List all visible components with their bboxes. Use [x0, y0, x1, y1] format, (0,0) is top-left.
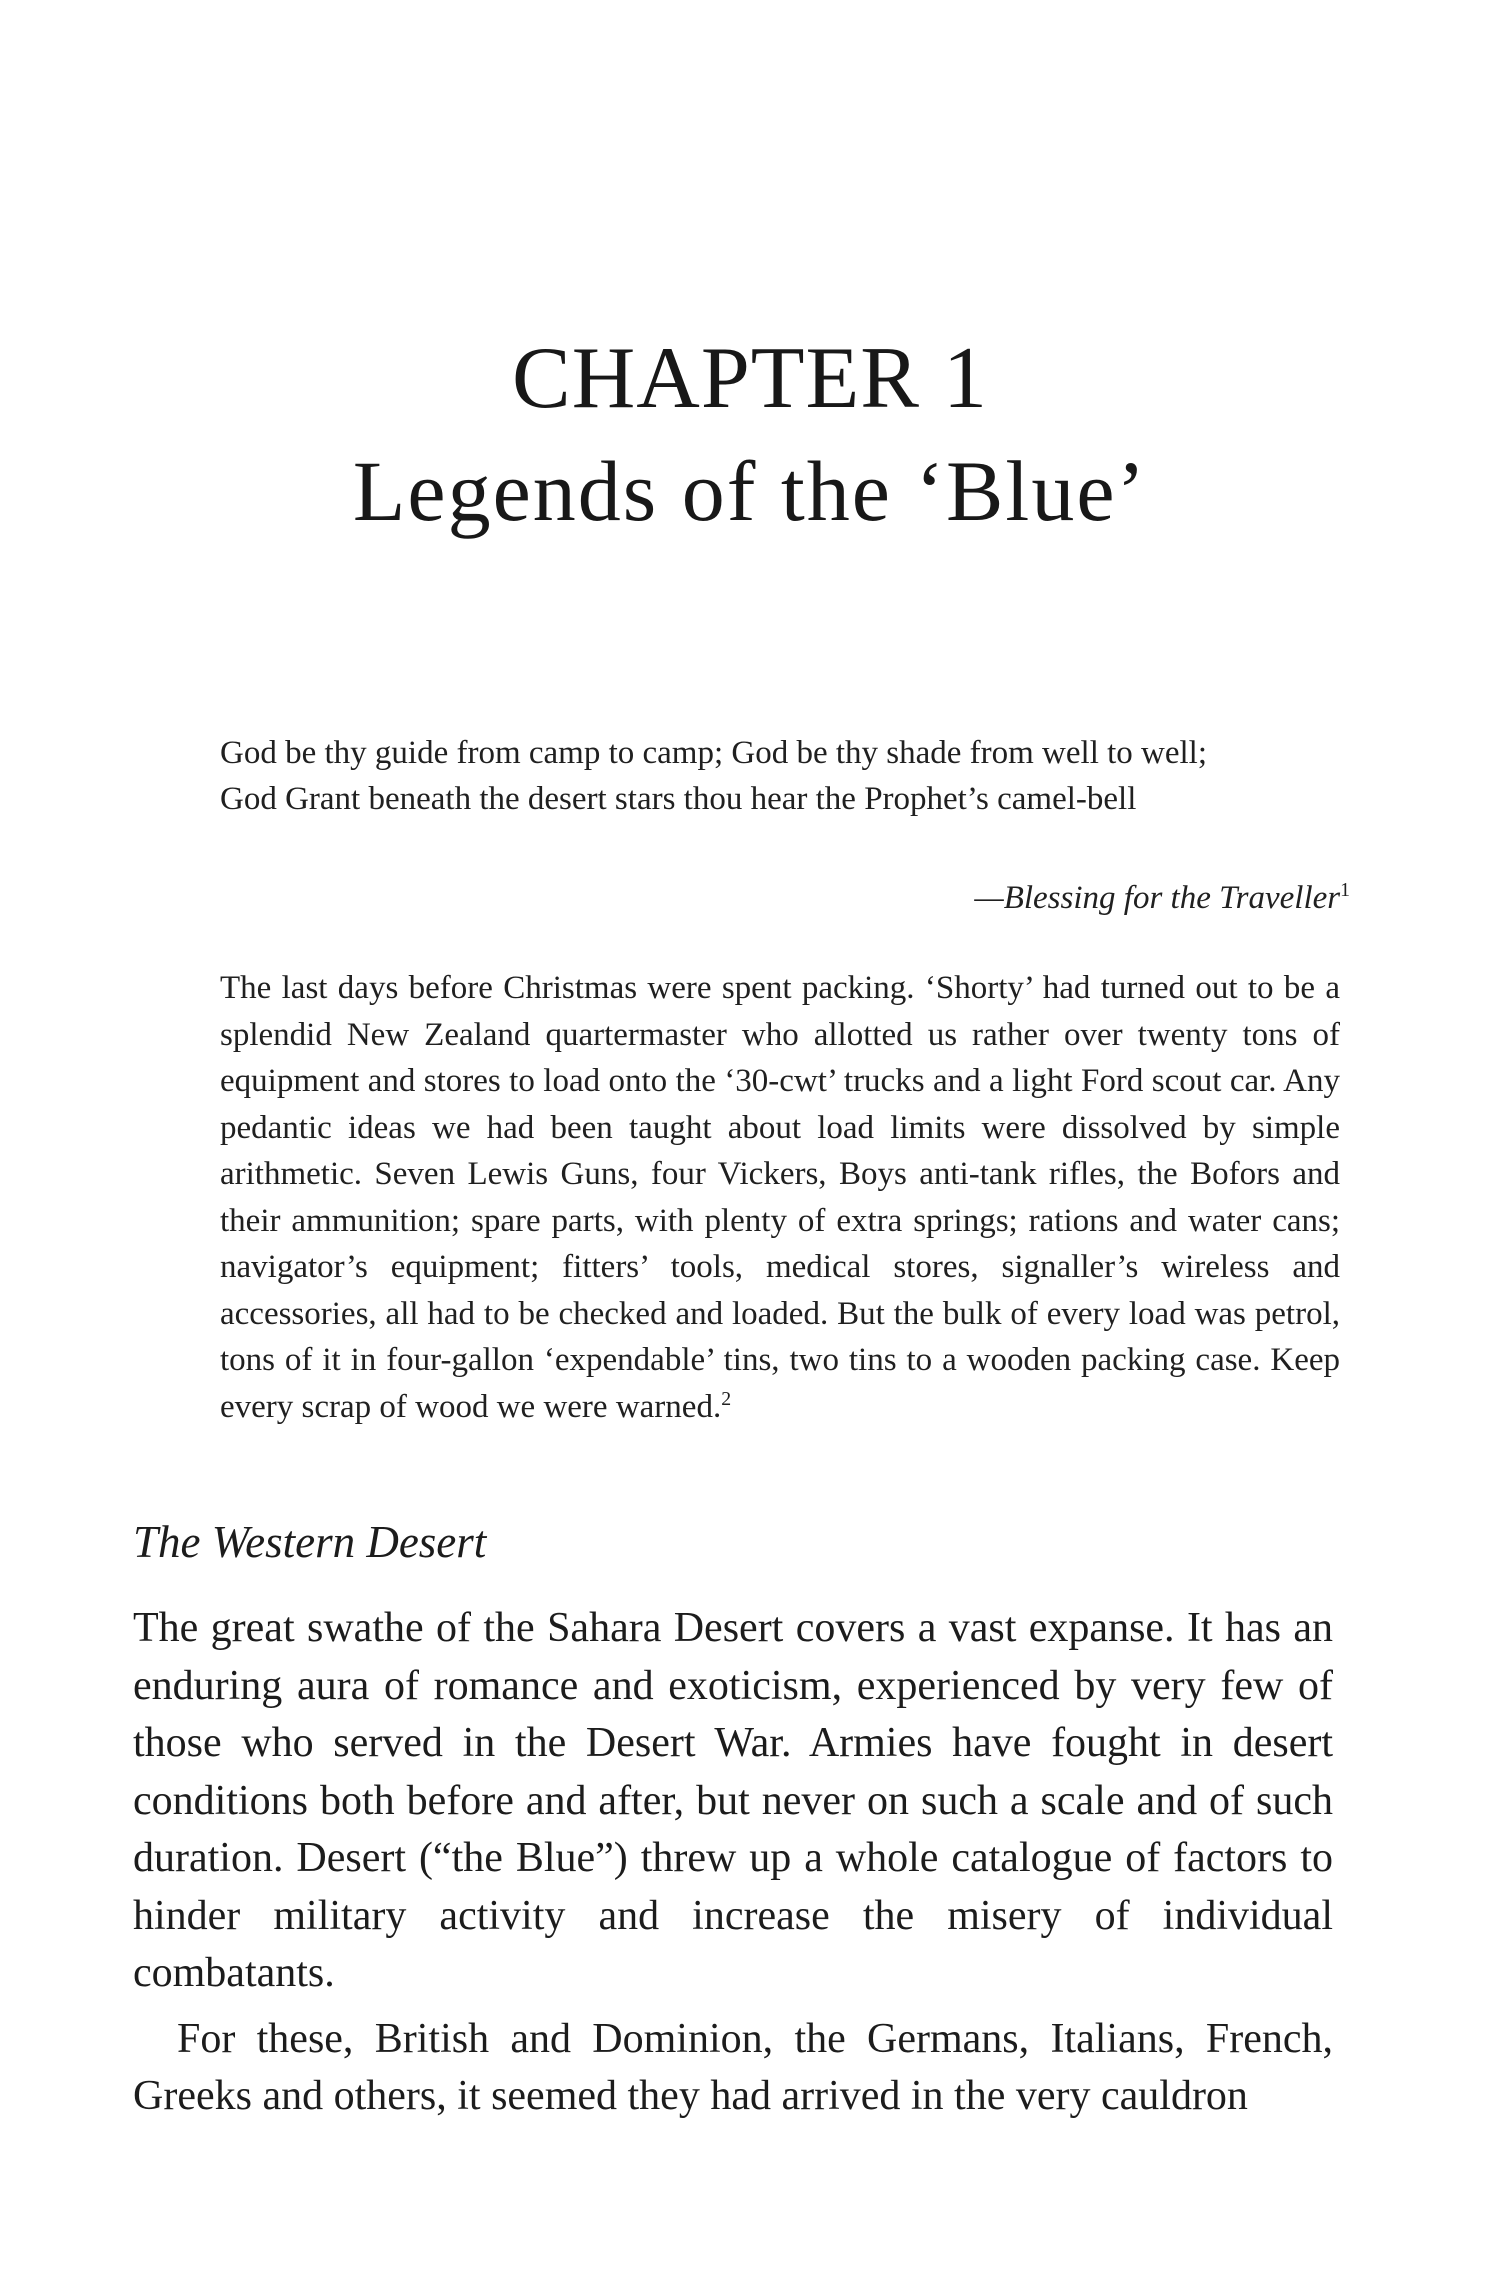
epigraph [220, 730, 1340, 822]
section-body [133, 1600, 1333, 2126]
section-heading: The Western Desert [133, 1517, 487, 1567]
footnote-marker[interactable]: 2 [721, 1387, 732, 1410]
epigraph-line: God Grant beneath the desert stars thou hear the Prophet’s camel-bell [220, 781, 1137, 817]
chapter-number: CHAPTER 1 [512, 330, 988, 427]
intro-paragraph [220, 965, 1340, 1430]
footnote-marker[interactable]: 1 [1340, 879, 1350, 901]
epigraph-attribution [974, 875, 1350, 921]
attribution-text: —Blessing for the Traveller [974, 880, 1341, 916]
chapter-title: Legends of the ‘Blue’ [352, 443, 1148, 539]
epigraph-line: God be thy guide from camp to camp; God be thy shade from well to well; [220, 735, 1208, 771]
body-paragraph: The great swathe of the Sahara Desert covers a vast expanse. It has an enduring aura of romance and exoticism, experienced by very few of those who served in the Desert War. Armies have fought in desert conditions both before and after, but never on such a scale and of such duration. Desert (“the Blue”) threw up a whole catalogue of factors to hinder military activity and increase the misery of individual combatants. [133, 1605, 1333, 1996]
body-paragraph: For these, British and Dominion, the Germans, Italians, French, Greeks and others, it seemed they had arrived in the very cauldron [133, 2015, 1333, 2119]
intro-text: The last days before Christmas were spent packing. ‘Shorty’ had turned out to be a splendid New Zealand quartermaster who allotted us rather over twenty tons of equipment and stores to load onto the ‘30-cwt’ trucks and a light Ford scout car. Any pedantic ideas we had been taught about load limits were dissolved by simple arithmetic. Seven Lewis Guns, four Vickers, Boys anti-tank rifles, the Bofors and their ammunition; spare parts, with plenty of extra springs; rations and water cans; navigator’s equipment; fitters’ tools, medical stores, signaller’s wireless and accessories, all had to be checked and loaded. But the bulk of every load was petrol, tons of it in four-gallon ‘expendable’ tins, two tins to a wooden packing case. Keep every scrap of wood we were warned. [220, 970, 1340, 1425]
